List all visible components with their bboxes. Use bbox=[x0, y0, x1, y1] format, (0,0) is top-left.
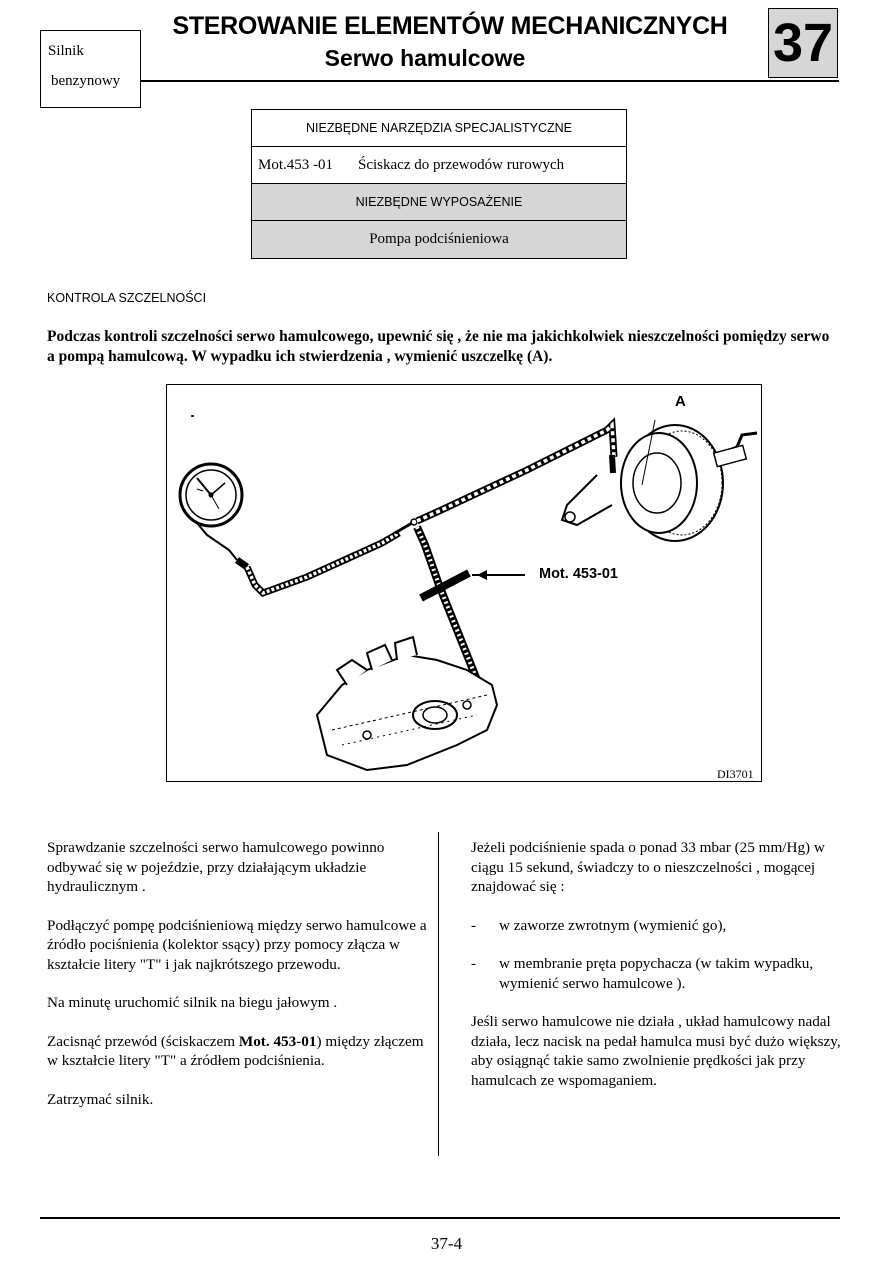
left-paragraph-4-end: ) między złączem w kształcie litery "T" a źródłem podciśnienia. bbox=[47, 1032, 424, 1069]
footer-rule bbox=[40, 1217, 840, 1219]
engine-type-line2: benzynowy bbox=[51, 73, 121, 89]
intro-paragraph: Podczas kontroli szczelności serwo hamulcowego, upewnić się , że nie ma jakichkolwiek nieszczelności pomiędzy serwo a pompą hamulcową. W wypadku ich stwierdzenia , wymienić uszczelkę (A). bbox=[47, 328, 830, 365]
vacuum-gauge bbox=[180, 464, 247, 567]
tools-heading: NIEZBĘDNE NARZĘDZIA SPECJALISTYCZNE bbox=[252, 110, 626, 147]
left-column bbox=[47, 838, 427, 1128]
tools-table bbox=[251, 109, 627, 259]
section-heading: KONTROLA SZCZELNOŚCI bbox=[47, 291, 207, 305]
list-item-text: w zaworze zwrotnym (wymienić go), bbox=[499, 916, 727, 934]
right-column bbox=[471, 838, 841, 1109]
figure bbox=[166, 384, 762, 782]
page-subtitle: Serwo hamulcowe bbox=[324, 45, 526, 71]
vacuum-hose bbox=[247, 425, 614, 695]
list-item-text: w membranie pręta popychacza (w takim wypadku, wymienić serwo hamulcowe ). bbox=[499, 955, 814, 992]
left-paragraph-4-start: Zacisnąć przewód (ściskaczem bbox=[47, 1032, 239, 1050]
figure-label-tool: Mot. 453-01 bbox=[539, 566, 618, 582]
left-paragraph-2: Podłączyć pompę podciśnieniową między serwo hamulcowe a źródło pociśnienia (kolektor ssący) przy pomocy złącza w kształcie litery "T" i jak najkrótszego przewodu. bbox=[47, 916, 427, 973]
equipment-heading: NIEZBĘDNE WYPOSAŻENIE bbox=[252, 184, 626, 221]
engine-type-line1: Silnik bbox=[48, 43, 84, 59]
vacuum-test-diagram bbox=[167, 385, 761, 781]
list-item bbox=[471, 916, 841, 936]
left-paragraph-4 bbox=[47, 1032, 427, 1071]
chapter-number: 37 bbox=[768, 8, 838, 78]
figure-label-a: A bbox=[675, 393, 686, 410]
list-dash: - bbox=[471, 916, 477, 934]
tool-name: Ściskacz do przewodów rurowych bbox=[358, 156, 565, 173]
header-rule bbox=[141, 80, 839, 82]
left-paragraph-1: Sprawdzanie szczelności serwo hamulcowego powinno odbywać się w pojeździe, przy działającym układzie hydraulicznym . bbox=[47, 839, 385, 895]
equipment-item: Pompa podciśnieniowa bbox=[252, 221, 626, 258]
tool-code: Mot.453 -01 bbox=[258, 156, 333, 173]
list-item bbox=[471, 954, 841, 993]
left-paragraph-5: Zatrzymać silnik. bbox=[47, 1090, 154, 1108]
engine-type-box bbox=[40, 30, 141, 108]
tool-row bbox=[252, 147, 626, 184]
right-paragraph-1: Jeżeli podciśnienie spada o ponad 33 mbar (25 mm/Hg) w ciągu 15 sekund, świadczy to o nieszczelności , mogącej znajdować się : bbox=[471, 839, 825, 895]
left-paragraph-3: Na minutę uruchomić silnik na biegu jałowym . bbox=[47, 994, 338, 1011]
list-dash: - bbox=[471, 955, 477, 972]
page-number: 37-4 bbox=[430, 1234, 463, 1253]
tool-reference: Mot. 453-01 bbox=[238, 1032, 317, 1050]
page-title: STEROWANIE ELEMENTÓW MECHANICZNYCH bbox=[172, 12, 728, 40]
figure-reference: DI3701 bbox=[717, 767, 754, 781]
right-paragraph-2: Jeśli serwo hamulcowe nie działa , układ hamulcowy nadal działa, lecz nacisk na pedał hamulca musi być dużo większy, aby osiągnąć takie samo zwolnienie prędkości jak przy hamulcach ze wspomaganiem. bbox=[471, 1013, 841, 1089]
column-divider bbox=[438, 832, 439, 1156]
